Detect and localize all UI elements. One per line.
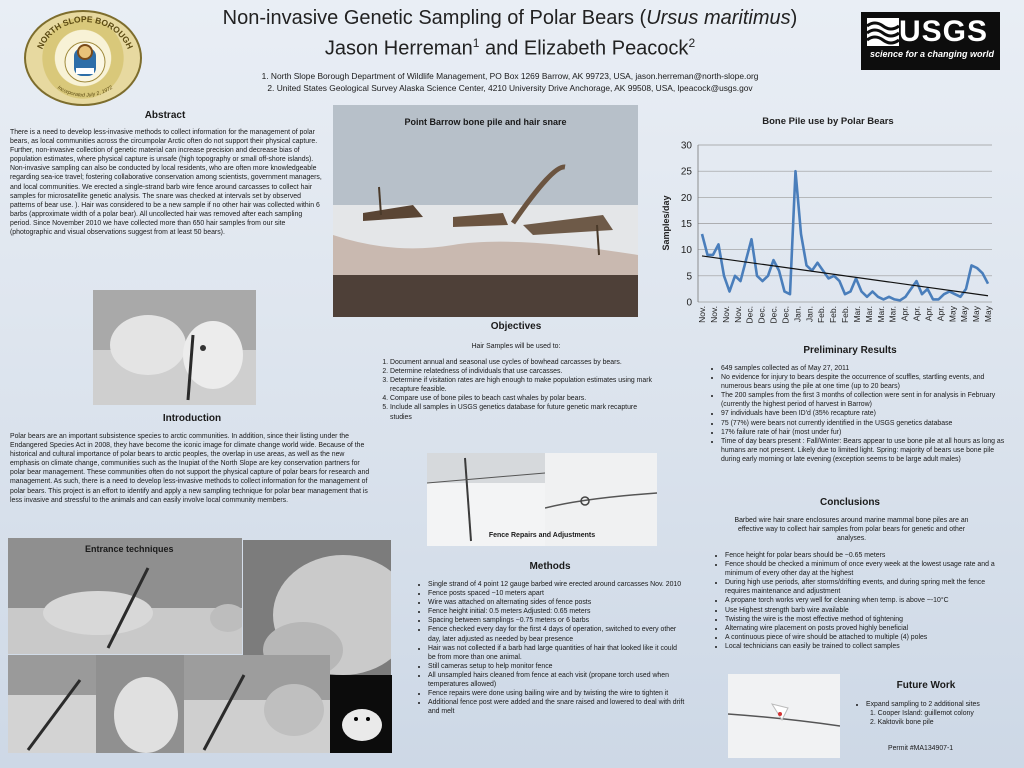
chart-x-tick-label: May [971,306,982,323]
result-item: • Time of day bears present : Fall/Winter: Bears appear to use bone pile at all hours as long as humans are not present. Likely due to limited light. Spring: majority of bears use bone pile during early morning or late evening (exception seems to be large adult males) [721,437,1007,464]
entrance-photo-3 [8,655,96,753]
usgs-wordmark: USGS [899,15,989,48]
hair-on-barb-photo [728,674,840,758]
entrance-photo-night [330,675,392,753]
method-item: • Fence height initial: 0.5 meters Adjusted: 0.65 meters [428,607,686,616]
chart-y-tick-label: 20 [680,192,692,204]
chart-x-tick-label: Mar. [875,306,886,323]
chart-x-tick-label: May [983,306,993,323]
chart-y-tick-label: 10 [680,245,692,257]
future-item: • Expand sampling to 2 additional sites [866,700,1012,709]
seal-graphic [26,12,142,106]
method-item: • Spacing between samplings ~0.75 meters or 6 barbs [428,616,686,625]
conclusion-item: • A propane torch works very well for cleaning when temp. is above ~-10°C [725,596,1011,605]
chart-x-tick-label: May [947,306,958,323]
objectives-intro: Hair Samples will be used to: [471,343,561,350]
method-item: • Still cameras setup to help monitor fence [428,662,686,671]
chart-series [702,171,988,300]
chart-x-tick-label: Dec. [780,306,791,324]
method-item: • Single strand of 4 point 12 gauge barbed wire erected around carcasses Nov. 2010 [428,580,686,589]
poster-title [150,6,870,62]
chart-x-tick-label: May [959,306,970,323]
chart-y-tick-label: 15 [680,219,692,230]
conclusion-item: • A continuous piece of wire should be attached to multiple (4) poles [725,633,1011,642]
usgs-logo [861,12,1000,70]
conclusions-heading: Conclusions [819,497,880,508]
objectives-heading: Objectives [490,321,542,332]
future-sub-list [870,709,1010,727]
conclusion-item: • Fence should be checked a minimum of once every week at the lowest usage rate and a minimum of every other day at the highest [725,560,1011,578]
chart-x-tick-label: Feb. [840,306,850,324]
result-item: • 97 individuals have been ID'd (35% recapture rate) [721,409,1007,418]
chart-series-line-samples [702,171,988,300]
chart-x-tick-label: Apr. [911,306,922,322]
methods-list [414,580,686,716]
conclusion-item: • During high use periods, after storms/drifting events, and during spring melt the fence requires maintenance and adjustment [725,578,1011,596]
future-work-list [852,700,1012,709]
chart-x-tick-label: Apr. [899,306,910,322]
result-item: • 17% failure rate of hair (most under fur) [721,428,1007,437]
chart-x-tick-label: Mar. [851,306,862,323]
chart-x-tick-label: Nov. [697,306,707,323]
abstract-text: There is a need to develop less-invasive methods to collect information for the management of polar bears, as local communities across the circumpolar Arctic often do not support their physical capture. Further, non-invasive collection of genetic material can increase precision and decrease bias of population estimates, where physical capture is unsafe (high topography or small off-shore islands). Non-invasive sampling can also be conducted by local residents, who are often more knowledgeable regarding sea-ice travel; fostering collaborative conservation among scientists, government managers, and local communities. We erected a single-strand barb wire fence around carcasses to collect hair samples for microsatellite genetic analysis. The snare was checked at intervals set by observed patterns of bear use. ). Hair was considered to be a new sample if no other hair was collected within 6 barbs (approximate width of a polar bear). All uncollected hair was removed after each sampling period. Since November 2010 we have collected more than 650 hair samples from our site (photographic and visual observations suggest from at least 50 bears). [10,129,322,237]
future-work-heading: Future Work [896,680,956,691]
north-slope-borough-seal [24,10,142,106]
conclusion-item: • Alternating wire placement on posts proved highly beneficial [725,624,1011,633]
result-item: • The 200 samples from the first 3 months of collection were sent in for analysis in February (currently the highest period of harvest in Barrow) [721,391,1007,409]
method-item: • Additional fence post were added and the snare raised and lowered to deal with drift and melt [428,698,686,716]
method-item: • Wire was attached on alternating sides of fence posts [428,598,686,607]
conclusion-item: • Local technicians can easily be trained to collect samples [725,642,1011,651]
bear-hair-snare-photo [93,290,256,405]
affiliation-1: 1. North Slope Borough Department of Wildlife Management, PO Box 1269 Barrow, AK 99723, USA, jason.herreman@north-slope.org [261,71,759,81]
bone-pile-chart [656,110,1000,342]
entrance-caption: Entrance techniques [85,544,174,554]
results-list [707,364,1007,464]
method-item: • Fence checked every day for the first 4 days of operation, switched to every other day, later adjusted as needed by bear presence [428,625,686,643]
chart-x-tick-label: Apr. [923,306,934,322]
bone-pile-caption: Point Barrow bone pile and hair snare [404,117,567,127]
chart-x-tick-label: Dec. [768,306,779,324]
title-line-1: Non-invasive Genetic Sampling of Polar Bears (Ursus maritimus) [222,7,798,29]
results-heading: Preliminary Results [803,345,897,356]
conclusion-item: • Fence height for polar bears should be ~0.65 meters [725,551,1011,560]
objective-item: 5. Include all samples in USGS genetics database for future genetic mark recapture studies [390,403,652,421]
fence-caption: Fence Repairs and Adjustments [488,532,596,539]
usgs-tagline: science for a changing world [869,49,994,59]
result-item: • 75 (77%) were bears not currently identified in the USGS genetics database [721,419,1007,428]
chart-x-tick-label: Dec. [744,306,755,324]
usgs-wave-icon [867,18,899,46]
chart-x-tick-label: Mar. [887,306,898,323]
chart-y-ticks [681,141,693,309]
seal-top-text: NORTH SLOPE BOROUGH [34,13,136,51]
chart-x-tick-label: Nov. [732,306,743,323]
svg-text:Incorporated July 2, 1972 [56,85,114,99]
chart-x-tick-label: Jan. [804,306,815,323]
chart-y-tick-label: 25 [680,166,692,178]
affiliations [170,70,850,94]
objective-item: 1. Document annual and seasonal use cycles of bowhead carcasses by bears. [390,358,652,367]
future-sub-item: 2. Kaktovik bone pile [870,719,934,727]
objectives-list [376,358,652,422]
chart-x-tick-label: Nov. [720,306,731,323]
future-sub-item: 1. Cooper Island: guillemot colony [870,710,974,717]
chart-x-tick-label: Feb. [816,306,827,324]
objective-item: 3. Determine if visitation rates are high enough to make population estimates using mark recapture feasible. [390,376,652,394]
abstract-heading: Abstract [144,110,186,121]
chart-y-tick-label: 0 [686,297,692,309]
result-item: • 649 samples collected as of May 27, 2011 [721,364,1007,373]
method-item: • Hair was not collected if a barb had large quantities of hair that looked like it could be from more than one animal. [428,644,686,662]
chart-x-tick-label: Apr. [935,306,946,322]
entrance-photo-4 [96,655,184,753]
method-item: • Fence posts spaced ~10 meters apart [428,589,686,598]
entrance-photo-5 [184,655,330,753]
methods-heading: Methods [529,561,571,572]
result-item: • No evidence for injury to bears despite the occurrence of scuffles, startling events, and numerous bears using the pile at one time (up to 20 bears) [721,373,1007,391]
chart-y-axis-label: Samples/day [661,195,671,251]
method-item: • All unsampled hairs cleaned from fence at each visit (propane torch used when temperatures allowed) [428,671,686,689]
chart-x-tick-label: Mar. [863,306,874,323]
bone-pile-photo [333,105,638,317]
entrance-photo-1 [8,538,242,654]
chart-x-tick-label: Dec. [756,306,767,324]
method-item: • Fence repairs were done using bailing wire and by twisting the wire to tighten it [428,689,686,698]
objective-item: 4. Compare use of bone piles to beach cast whales by polar bears. [390,394,652,403]
conclusions-list [711,551,1011,651]
conclusions-intro: Barbed wire hair snare enclosures around marine mammal bone piles are an effective way to collect hair samples from polar bears for genetic and other analyses. [734,517,969,543]
chart-y-tick-label: 30 [680,140,692,152]
chart-x-tick-label: Jan. [792,306,803,323]
chart-title: Bone Pile use by Polar Bears [762,116,894,127]
affiliation-2: 2. United States Geological Survey Alaska Science Center, 4210 University Drive Anchorage, AK 99508, USA, lpeacock@usgs.gov [267,83,753,93]
objective-item: 2. Determine relatedness of individuals that use carcasses. [390,367,652,376]
permit-number: Permit #MA134907-1 [888,745,954,752]
chart-x-tick-label: Feb. [828,306,839,324]
chart-x-tick-label: Nov. [708,306,719,323]
introduction-text: Polar bears are an important subsistence species to arctic communities. In addition, since their listing under the Endangered Species Act in 2008, they have become the iconic image for climate change world wide. Because of the historical and cultural importance of polar bears to arctic peoples, the overlap in use areas, as well as the new emphasis on climate change, communities such as the Inupiat of the North Slope are key conservation partners for polar bear management. These communities often do not support the physical capture of polar bears for research and management. As such, there is a need to develop less-invasive methods to collect information for the management of polar bears. This project is an effort to identify and apply a new sampling technique for polar bear management that is less invasive and stressful to the animals and can easily involve local community members. [10,433,370,504]
introduction-heading: Introduction [162,413,222,424]
chart-y-tick-label: 5 [686,271,692,283]
title-authors: Jason Herreman$^1$ and Elizabeth Peacock$^2$ [324,36,696,60]
conclusion-item: • Twisting the wire is the most effective method of tightening [725,615,1011,624]
seal-bottom-text: Incorporated July 2, 1972 [56,84,114,99]
chart-x-ticks [697,305,993,323]
conclusion-item: • Use Highest strength barb wire available [725,606,1011,615]
